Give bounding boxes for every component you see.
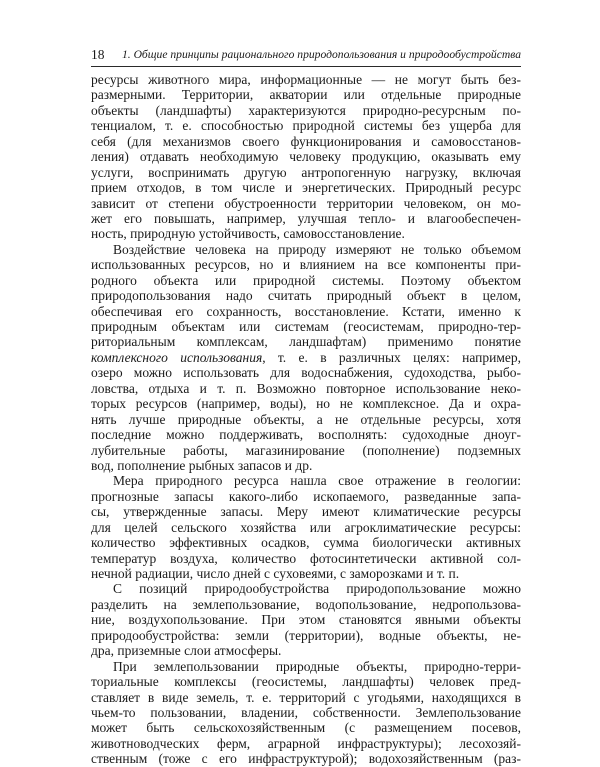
paragraph-first-line: Мера природного ресурса нашла свое отражение в геологии: <box>113 473 521 489</box>
text-line: жет его повышать, например, улучшая тепло- и влагообеспечен- <box>91 210 521 226</box>
text-line: природным объектам или системам (геосистемам, природно-тер- <box>91 319 521 334</box>
paragraph-first-line: При землепользовании природные объекты, природно-терри- <box>113 658 521 674</box>
text-line: прогнозные запасы какого-либо ископаемого, разведанные запа- <box>91 488 521 504</box>
text-line: температур воздуха, количество фотосинтетически активной сол- <box>91 550 521 566</box>
text-line: разделить на землепользование, водопользование, недропользова- <box>91 596 521 612</box>
page-number: 18 <box>91 47 105 62</box>
text-fragment: , т. е. в различных целях: например, <box>262 349 521 365</box>
text-line: услуги, воспринимать другую антропогенную нагрузку, включая <box>91 164 521 180</box>
text-line: обеспечивая его сохранность, восстановление. Кстати, именно к <box>91 303 521 319</box>
text-line: использованных ресурсов, но и влиянием на все компоненты при- <box>91 257 521 273</box>
text-line: ние, воздухопользование. При этом становятся явными объекты <box>91 612 521 628</box>
text-line: природопользования надо считать природный объект в целом, <box>91 288 521 304</box>
text-line: размерными. Территории, акватории или отдельные природные <box>91 87 521 103</box>
paragraph-first-line: С позиций природообустройства природопользование можно <box>113 581 521 597</box>
page-header <box>91 46 521 64</box>
text-line: для целей сельского хозяйства или агроклиматические ресурсы: <box>91 519 521 535</box>
text-line: себя (для механизмов своего функционирования и самовосстанов- <box>91 133 521 149</box>
text-line: ловства, отдыха и т. п. Возможно повторное использование неко- <box>91 380 521 396</box>
text-line: ресурсы животного мира, информационные — не могут быть без- <box>91 72 521 87</box>
text-line: объекты (ландшафты) характеризуются природно-ресурсным по- <box>91 102 521 118</box>
text-line: ториальные комплексы (геосистемы, ландшафты) человек пред- <box>91 674 521 690</box>
text-line: нечной радиации, число дней с суховеями, с заморозками и т. п. <box>91 566 460 581</box>
text-line: ставляет в виде земель, т. е. территорий с угодьями, находящихся в <box>91 689 521 705</box>
text-line: ления) отдавать необходимую человеку продукцию, оказывать ему <box>91 149 521 165</box>
text-line: природообустройства: земли (территории), водные объекты, не- <box>91 627 521 643</box>
italic-term: комплексного использования <box>91 349 263 365</box>
header-rule <box>91 66 521 67</box>
text-line: ственным (тоже с его инфраструктурой); водохозяйственным (раз- <box>91 751 521 767</box>
text-line: торых ресурсов (например, воды), но не комплексное. Да и охра- <box>91 396 521 412</box>
text-line: может быть сельскохозяйственным (с размещением посевов, <box>91 720 521 736</box>
text-line: озеро можно использовать для водоснабжения, судоходства, рыбо- <box>91 365 521 381</box>
text-line: чьем-то пользовании, владении, собственности. Землепользование <box>91 704 521 720</box>
text-line: количество эффективных осадков, сумма биологически активных <box>91 535 521 551</box>
text-line: ность, природную устойчивость, самовосстановление. <box>91 226 405 242</box>
body-text <box>91 72 521 767</box>
text-line: зависит от степени обустроенности территории человеком, он мо- <box>91 195 521 211</box>
paragraph-first-line: Воздействие человека на природу измеряют не только объемом <box>113 241 521 257</box>
text-line: вод, пополнение рыбных запасов и др. <box>91 457 313 473</box>
text-line: риториальным комплексам, ландшафтам) применимо понятие <box>91 334 521 350</box>
text-line: родного объекта или природной системы. Поэтому объектом <box>91 272 521 288</box>
running-head: 1. Общие принципы рационального природопользования и природообустройства <box>121 48 521 61</box>
text-line: тенциалом, т. е. способностью природной системы без ущерба для <box>91 118 521 134</box>
text-line: дра, приземные слои атмосферы. <box>91 643 282 659</box>
text-line: нять лучше природные объекты, а не отдельные ресурсы, хотя <box>91 411 521 427</box>
text-line: лубительные работы, магазинирование (пополнение) подземных <box>91 442 521 458</box>
text-line <box>91 350 521 365</box>
text-line: сы, утвержденные запасы. Меру имеют климатические ресурсы <box>91 504 521 520</box>
text-line: животноводческих ферм, аграрной инфраструктуры); лесохозяй- <box>91 735 521 751</box>
text-line: последние можно поддерживать, восполнять: судоходные дноуг- <box>91 427 521 443</box>
text-line: прием отходов, в том числе и энергетических. Природный ресурс <box>91 180 521 196</box>
